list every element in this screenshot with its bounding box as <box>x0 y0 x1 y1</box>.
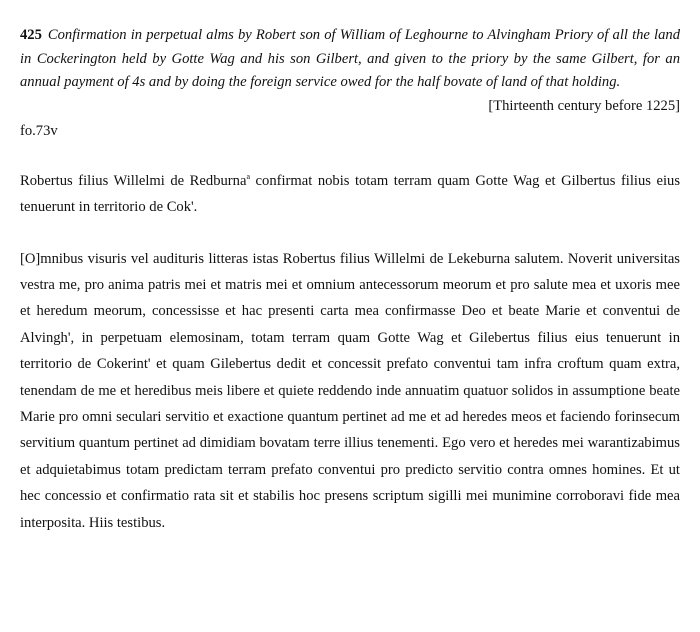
summary-text-end: confirmat nobis totam terram quam Gotte Wag et Gilbertus filius eius tenuerunt in territorio de Cok'. <box>20 172 681 215</box>
summary-text-start: Robertus filius Willelmi de Redburna <box>20 172 247 189</box>
entry-date: [Thirteenth century before 1225] <box>488 97 680 114</box>
entry-title: Confirmation in perpetual alms by Robert son of William of Leghourne to Alvingham Priory of all the land in Cockerington held by Gotte Wag and his son Gilbert, and given to the priory by the same Gilbert, for an annual payment of 4s and by doing the foreign service owed for the half bovate of land of that holding. <box>20 27 680 90</box>
charter-text: [O]mnibus visuris vel audituris litteras istas Robertus filius Willelmi de Lekeburna salutem. Noverit universitas vestra me, pro anima patris mei et matris mei et omnium antecessorum meorum et pro salute mea et uxoris mee et heredum meorum, concessisse et hac presenti carta mea confirmasse Deo et beate Marie et conventui de Alvingh', in perpetuam elemosinam, totam terram quam Gotte Wag et Gilebertus filius eius tenuerunt in territorio de Cokerint' et quam Gilebertus dedit et concessit prefato conventui tam infra croftum quam extra, tenendam de me et heredibus meis libere et quiete reddendo inde annuatim quatuor solidos in assumptione beate Marie pro omni seculari servitio et exactione quantum pertinet ad me et ad heredes meos et faciendo forinsecum servitium quantum pertinet ad dimidiam bovatam terre illius tenementi. Ego vero et heredes mei warantizabimus et adquietabimus totam predictam terram prefato conventui pro predicto servitio contra omnes homines. Et ut hec concessio et confirmatio rata sit et stabilis hoc presens scriptum sigilli mei munimine corroboravi fide mea interposita. Hiis testibus. <box>20 250 680 531</box>
entry-heading <box>20 24 680 95</box>
entry-number: 425 <box>20 27 42 43</box>
document-page <box>20 24 680 536</box>
folio-reference: fo.73v <box>20 123 58 139</box>
footnote-marker: a <box>246 171 250 181</box>
latin-summary <box>20 168 680 220</box>
